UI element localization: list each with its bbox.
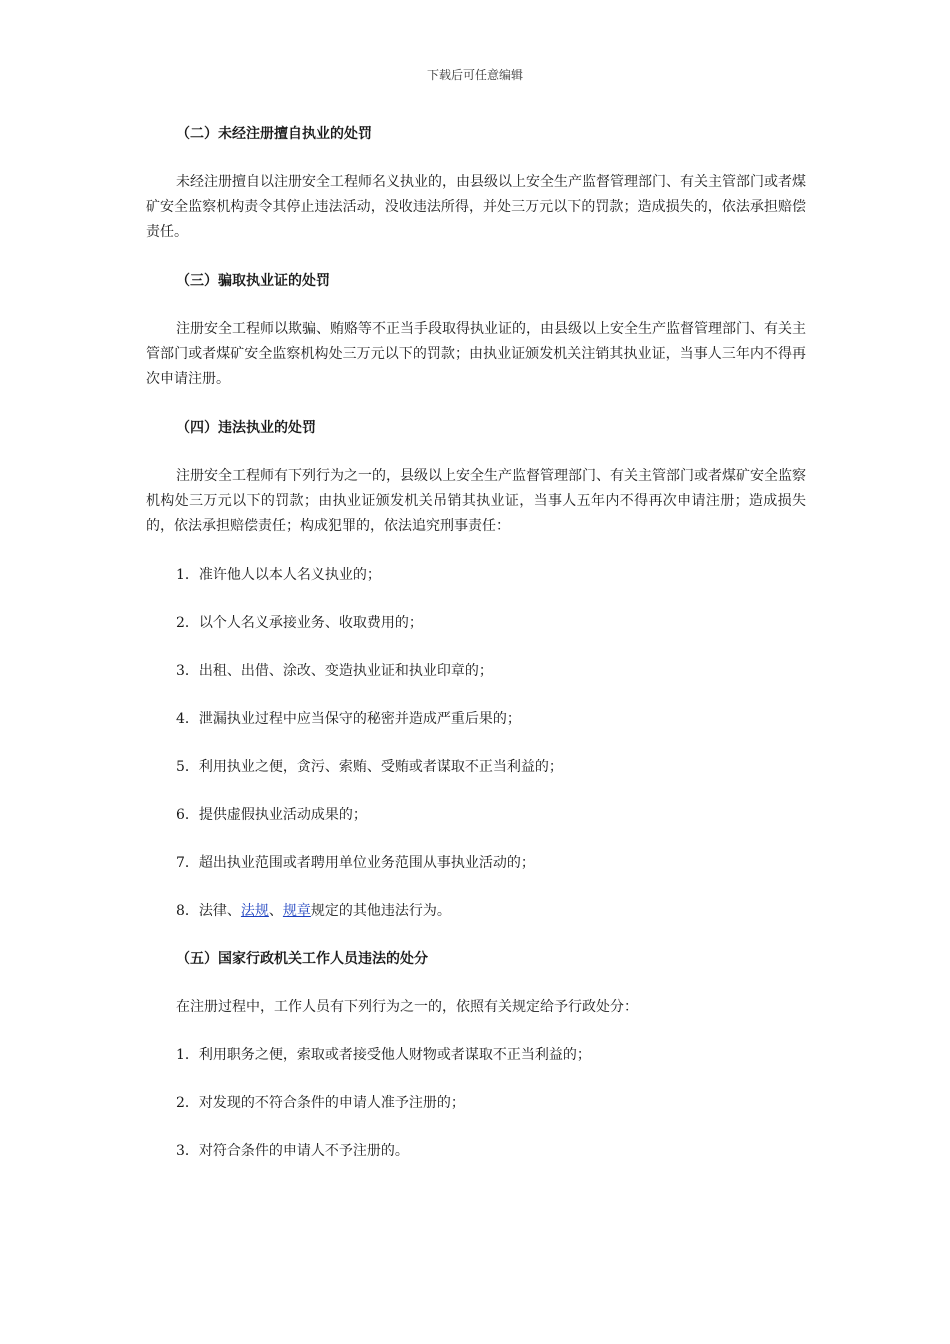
list-item: 5．利用执业之便，贪污、索贿、受贿或者谋取不正当利益的； [176,759,563,775]
list-item-8 [176,899,806,923]
list-item: 6．提供虚假执业活动成果的； [176,807,367,823]
list-item: 2．对发现的不符合条件的申请人准予注册的； [176,1095,465,1111]
section-heading-2: （二）未经注册擅自执业的处罚 [176,126,372,142]
rules-link[interactable]: 规章 [282,903,311,919]
section-paragraph-2: 未经注册擅自以注册安全工程师名义执业的，由县级以上安全生产监督管理部门、有关主管部门或者煤矿安全监察机构责令其停止违法活动，没收违法所得，并处三万元以下的罚款；造成损失的，依法承担赔偿责任。 [146,174,806,240]
section-paragraph-4: 注册安全工程师有下列行为之一的，县级以上安全生产监督管理部门、有关主管部门或者煤矿安全监察机构处三万元以下的罚款；由执业证颁发机关吊销其执业证，当事人五年内不得再次申请注册；造成损失的，依法承担赔偿责任；构成犯罪的，依法追究刑事责任： [146,468,806,534]
list-item: 2．以个人名义承接业务、收取费用的； [176,615,423,631]
section-heading-5: （五）国家行政机关工作人员违法的处分 [176,951,428,967]
list-item: 4．泄漏执业过程中应当保守的秘密并造成严重后果的； [176,711,521,727]
section-heading-4: （四）违法执业的处罚 [176,420,316,436]
section-intro-5: 在注册过程中，工作人员有下列行为之一的，依照有关规定给予行政处分： [176,999,638,1015]
regulations-link[interactable]: 法规 [240,903,269,919]
list-item: 3．出租、出借、涂改、变造执业证和执业印章的； [176,663,493,679]
page-header: 下载后可任意编辑 [426,68,523,82]
list-item-8-prefix: 8．法律、 [176,903,241,919]
list-item: 3．对符合条件的申请人不予注册的。 [176,1143,409,1159]
list-item-8-suffix: 规定的其他违法行为。 [310,903,451,919]
list-item: 1．利用职务之便，索取或者接受他人财物或者谋取不正当利益的； [176,1047,591,1063]
list-item-8-separator: 、 [268,903,283,919]
list-item: 7．超出执业范围或者聘用单位业务范围从事执业活动的； [176,855,535,871]
list-item: 1．准许他人以本人名义执业的； [176,567,381,583]
document-body [146,122,806,1187]
section-heading-3: （三）骗取执业证的处罚 [176,273,330,289]
section-paragraph-3: 注册安全工程师以欺骗、贿赂等不正当手段取得执业证的，由县级以上安全生产监督管理部门、有关主管部门或者煤矿安全监察机构处三万元以下的罚款；由执业证颁发机关注销其执业证，当事人三年内不得再次申请注册。 [146,321,806,387]
